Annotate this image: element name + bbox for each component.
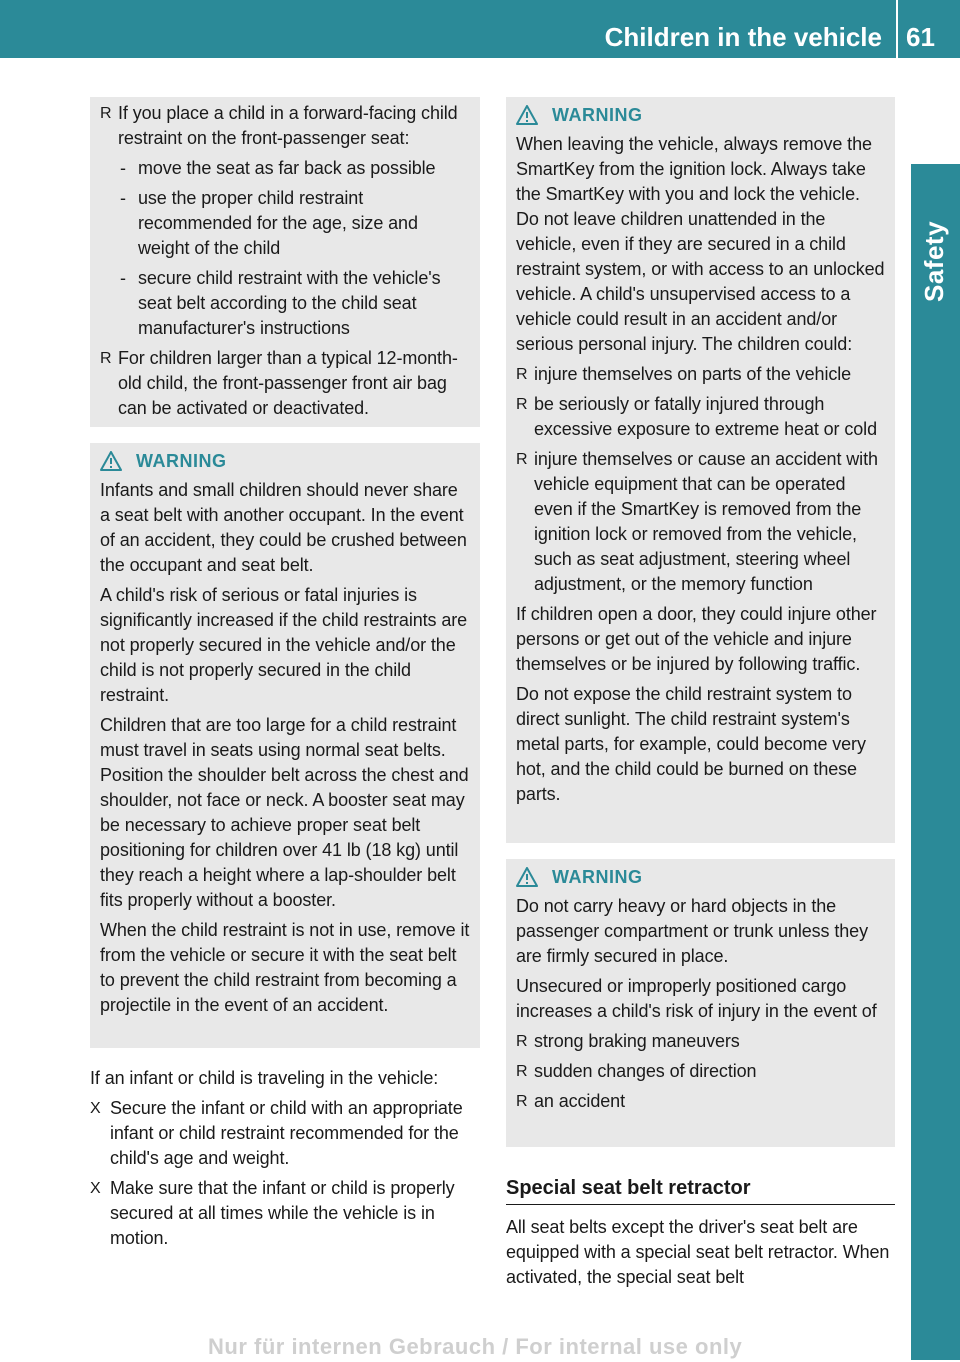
- section-side-label: Safety: [919, 220, 949, 302]
- instruction-step: X Make sure that the infant or child is properly secured at all times while the vehicle is in motion.: [90, 1176, 482, 1251]
- warning-paragraph: Do not expose the child restraint system to direct sunlight. The child restraint system's metal parts, for example, could become very hot, and the child could be burned on these parts.: [516, 684, 866, 804]
- child-seat-info-box: [90, 97, 480, 427]
- warning-box-seat-belt-sharing: [90, 443, 480, 1048]
- warning-paragraph: Children that are too large for a child restraint must travel in seats using normal seat belts. Position the shoulder belt across the chest and shoulder, not face or neck. A booster seat may be necessary to achieve proper seat belt positioning for children over 41 lb (18 kg) until they reach a height where a lap-shoulder belt fits properly without a booster.: [100, 715, 469, 910]
- list-item: - secure child restraint with the vehicle's seat belt according to the child seat manufacturer's instructions: [100, 266, 472, 341]
- list-item: - use the proper child restraint recommended for the age, size and weight of the child: [100, 186, 472, 261]
- watermark: Nur für internen Gebrauch / For internal use only: [208, 1334, 743, 1359]
- list-item: R sudden changes of direction: [516, 1059, 887, 1084]
- list-item: R strong braking maneuvers: [516, 1029, 887, 1054]
- warning-heading: [516, 101, 887, 129]
- warning-triangle-icon: [516, 105, 538, 125]
- warning-paragraph: Unsecured or improperly positioned cargo increases a child's risk of injury in the event of: [516, 976, 877, 1021]
- list-item: R If you place a child in a forward-facing child restraint on the front-passenger seat:: [100, 101, 472, 151]
- warning-paragraph: When the child restraint is not in use, remove it from the vehicle or secure it with the seat belt to prevent the child restraint from becoming a projectile in the event of an accident.: [100, 920, 470, 1015]
- list-item: R injure themselves or cause an accident with vehicle equipment that can be operated even if the SmartKey is removed from the ignition lock or removed from the vehicle, such as seat adjustment, steering wheel adjustment, or the memory function: [516, 447, 887, 597]
- warning-box-unattended-children: [506, 97, 895, 843]
- list-item: R be seriously or fatally injured through excessive exposure to extreme heat or cold: [516, 392, 887, 442]
- warning-label: WARNING: [136, 450, 227, 471]
- list-item: R injure themselves on parts of the vehicle: [516, 362, 887, 387]
- warning-label: WARNING: [552, 866, 643, 887]
- page-number: 61: [906, 22, 935, 52]
- section-side-tab: [911, 164, 960, 1360]
- warning-heading: [100, 447, 472, 475]
- instruction-step: X Secure the infant or child with an appropriate infant or child restraint recommended for the child's age and weight.: [90, 1096, 482, 1171]
- warning-label: WARNING: [552, 104, 643, 125]
- warning-paragraph: If children open a door, they could injure other persons or get out of the vehicle and injure themselves or be injured by following traffic.: [516, 604, 877, 674]
- warning-paragraph: A child's risk of serious or fatal injuries is significantly increased if the child restraints are not properly secured in the vehicle and/or the child is not properly secured in the child restraint.: [100, 585, 468, 705]
- warning-heading: [516, 863, 887, 891]
- warning-triangle-icon: [100, 451, 122, 471]
- section-body: All seat belts except the driver's seat belt are equipped with a special seat belt retractor. When activated, the special seat belt: [506, 1217, 890, 1287]
- warning-box-cargo: [506, 859, 895, 1147]
- section-heading: Special seat belt retractor: [506, 1174, 895, 1205]
- infant-travel-instructions: [90, 1066, 482, 1256]
- warning-triangle-icon: [516, 867, 538, 887]
- instructions-intro: If an infant or child is traveling in the vehicle:: [90, 1068, 439, 1088]
- warning-paragraph: When leaving the vehicle, always remove the SmartKey from the ignition lock. Always take the SmartKey with you and lock the vehicle. Do not leave children unattended in the vehicle, even if they are secured in a child restraint system, or with access to an unlocked vehicle. A child's unsupervised access to a vehicle could result in an accident and/or serious personal injury. The children could:: [516, 134, 885, 354]
- header-divider: [896, 0, 898, 58]
- warning-paragraph: Do not carry heavy or hard objects in the passenger compartment or trunk unless they are firmly secured in place.: [516, 896, 868, 966]
- list-item: R For children larger than a typical 12-month-old child, the front-passenger front air bag can be activated or deactivated.: [100, 346, 472, 421]
- warning-paragraph: Infants and small children should never share a seat belt with another occupant. In the event of an accident, they could be crushed between the occupant and seat belt.: [100, 480, 467, 575]
- list-item: R an accident: [516, 1089, 887, 1114]
- page-title: Children in the vehicle: [604, 22, 882, 52]
- list-item: - move the seat as far back as possible: [100, 156, 472, 181]
